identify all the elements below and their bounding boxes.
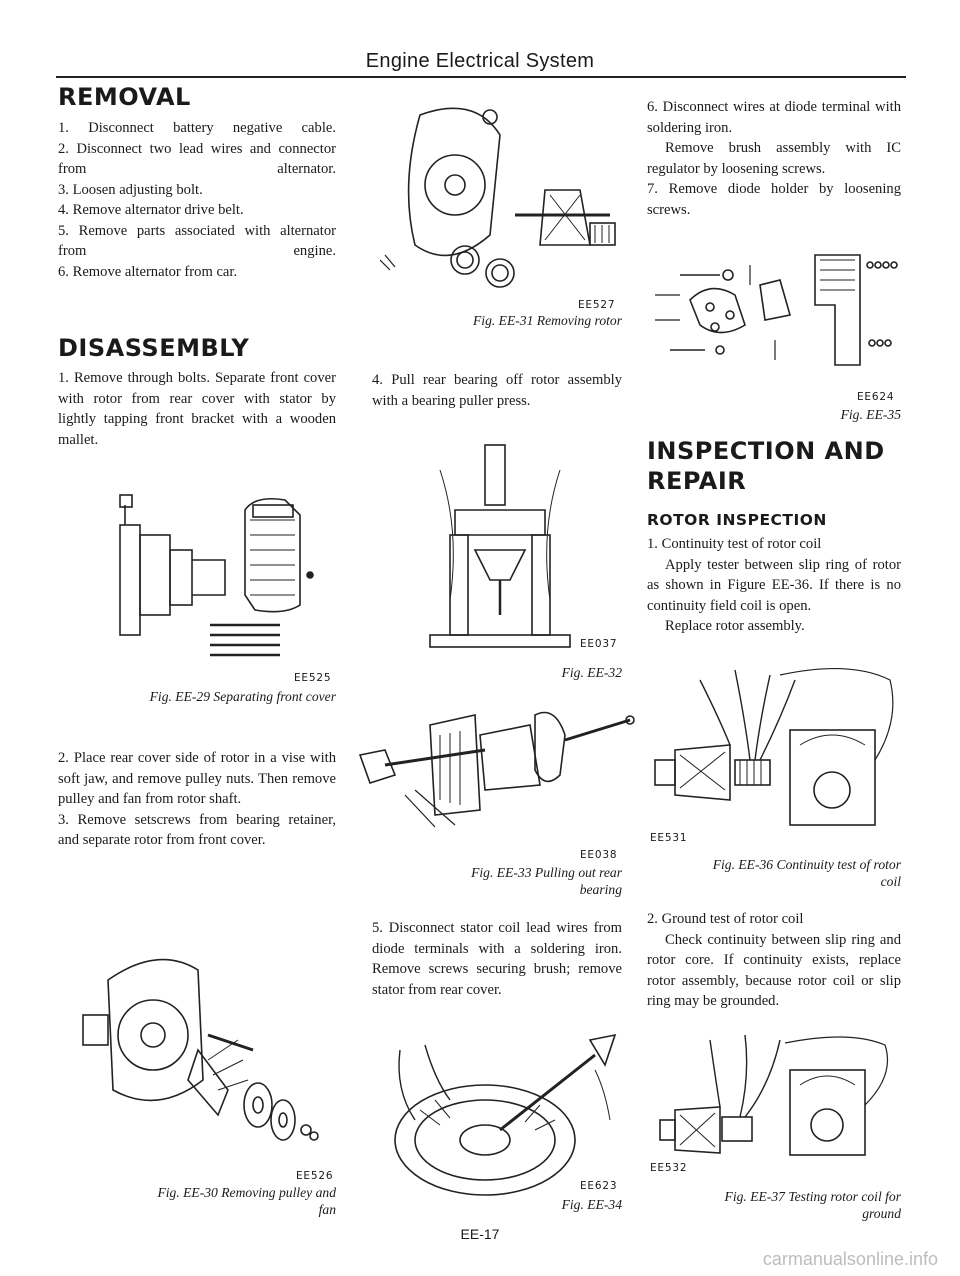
figure-ee30-caption — [58, 1184, 336, 1218]
figure-ee33-illustration — [355, 695, 635, 830]
figure-ee29-illustration — [95, 475, 325, 665]
item1-text2: Replace rotor assembly. — [665, 618, 805, 634]
disassembly-step-1: 1. Remove through bolts. Separate front cover with rotor from rear cover with stator by lightly tapping front bracket with a wooden mallet. — [58, 370, 336, 448]
figure-ee35-code: EE624 — [857, 391, 895, 403]
figure-ee33-code: EE038 — [580, 849, 618, 861]
item1-title: 1. Continuity test of rotor coil — [647, 536, 822, 552]
item1-text: Apply tester between slip ring of rotor as shown in Figure EE-36. If there is no continuity field coil is open. — [647, 556, 901, 614]
title-rule — [56, 76, 906, 78]
figure-ee37-caption-line2: ground — [862, 1206, 901, 1221]
figure-ee35-caption: Fig. EE-35 — [840, 407, 901, 422]
disassembly-step-7: 7. Remove diode holder by loosening screws. — [647, 181, 901, 218]
figure-ee36-caption-line2: coil — [880, 874, 901, 889]
figure-ee37-caption-line1: Fig. EE-37 Testing rotor coil for — [724, 1189, 901, 1204]
figure-ee31-illustration — [380, 95, 625, 290]
removal-step-2: 2. Disconnect two lead wires and connector from alternator. — [58, 140, 336, 177]
figure-ee37-illustration — [650, 1035, 910, 1165]
removal-heading: REMOVAL — [58, 83, 191, 111]
inspection-heading-line2: REPAIR — [647, 467, 747, 495]
disassembly-step-5: 5. Disconnect stator coil lead wires from diode terminals with a soldering iron. Remove screws securing brush; remove stator from rear cover. — [372, 920, 622, 998]
rotor-inspection-item-2 — [647, 909, 901, 1012]
removal-steps — [58, 118, 336, 282]
figure-ee35-illustration — [650, 245, 900, 375]
figure-ee32-illustration — [420, 440, 580, 655]
disassembly-steps-6-7 — [647, 97, 901, 220]
figure-ee31-code: EE527 — [578, 299, 616, 311]
disassembly-heading: DISASSEMBLY — [58, 334, 250, 362]
figure-ee34-code: EE623 — [580, 1180, 618, 1192]
disassembly-step-6a: 6. Disconnect wires at diode terminal with soldering iron. — [647, 99, 901, 136]
disassembly-step-4: 4. Pull rear bearing off rotor assembly with a bearing puller press. — [372, 372, 622, 409]
watermark: carmanualsonline.info — [762, 1249, 938, 1269]
figure-ee33-caption-line1: Fig. EE-33 Pulling out rear — [471, 865, 622, 880]
disassembly-steps-2-3 — [58, 748, 336, 851]
figure-ee36-caption-line1: Fig. EE-36 Continuity test of rotor — [712, 857, 901, 872]
figure-ee30-illustration — [78, 940, 328, 1160]
figure-ee36-code: EE531 — [650, 832, 688, 844]
disassembly-step-1-block — [58, 368, 336, 450]
rotor-inspection-item-1 — [647, 534, 901, 637]
figure-ee30-code: EE526 — [296, 1170, 334, 1182]
figure-ee33-caption — [372, 864, 622, 898]
figure-ee32-caption: Fig. EE-32 — [561, 665, 622, 680]
figure-ee37-caption — [647, 1188, 901, 1222]
page-title: Engine Electrical System — [365, 50, 595, 72]
page-number: EE-17 — [460, 1226, 500, 1242]
figure-ee33-caption-line2: bearing — [579, 882, 622, 897]
figure-ee29-code: EE525 — [294, 672, 332, 684]
disassembly-step-5-block — [372, 918, 622, 1000]
figure-ee32-code: EE037 — [580, 638, 618, 650]
figure-ee34-illustration — [380, 1030, 620, 1205]
removal-step-1: 1. Disconnect battery negative cable. — [58, 120, 336, 136]
figure-ee36-illustration — [650, 660, 910, 835]
removal-step-6: 6. Remove alternator from car. — [58, 263, 238, 280]
figure-ee36-caption — [647, 856, 901, 890]
removal-step-5: 5. Remove parts associated with alternator from engine. — [58, 222, 336, 259]
figure-ee30-caption-line1: Fig. EE-30 Removing pulley and — [157, 1185, 336, 1200]
disassembly-step-2: 2. Place rear cover side of rotor in a vise with soft jaw, and remove pulley nuts. Then remove pulley and fan from rotor shaft. — [58, 750, 336, 807]
item2-title: 2. Ground test of rotor coil — [647, 911, 804, 927]
removal-step-3: 3. Loosen adjusting bolt. — [58, 181, 203, 198]
figure-ee31-caption: Fig. EE-31 Removing rotor — [472, 313, 622, 328]
disassembly-step-4-block — [372, 370, 622, 411]
removal-step-4: 4. Remove alternator drive belt. — [58, 202, 244, 218]
disassembly-step-6b: Remove brush assembly with IC regulator by loosening screws. — [647, 140, 901, 177]
figure-ee29-caption: Fig. EE-29 Separating front cover — [149, 689, 336, 704]
figure-ee37-code: EE532 — [650, 1162, 688, 1174]
figure-ee34-caption: Fig. EE-34 — [561, 1197, 622, 1212]
figure-ee30-caption-line2: fan — [318, 1202, 336, 1217]
item2-text: Check continuity between slip ring and rotor core. If continuity exists, replace rotor assembly, because rotor coil or slip ring may be grounded. — [647, 931, 901, 1009]
disassembly-step-3: 3. Remove setscrews from bearing retainer, and separate rotor from front cover. — [58, 811, 336, 848]
inspection-heading-line1: INSPECTION AND — [647, 437, 885, 465]
rotor-inspection-subheading: ROTOR INSPECTION — [647, 511, 827, 529]
